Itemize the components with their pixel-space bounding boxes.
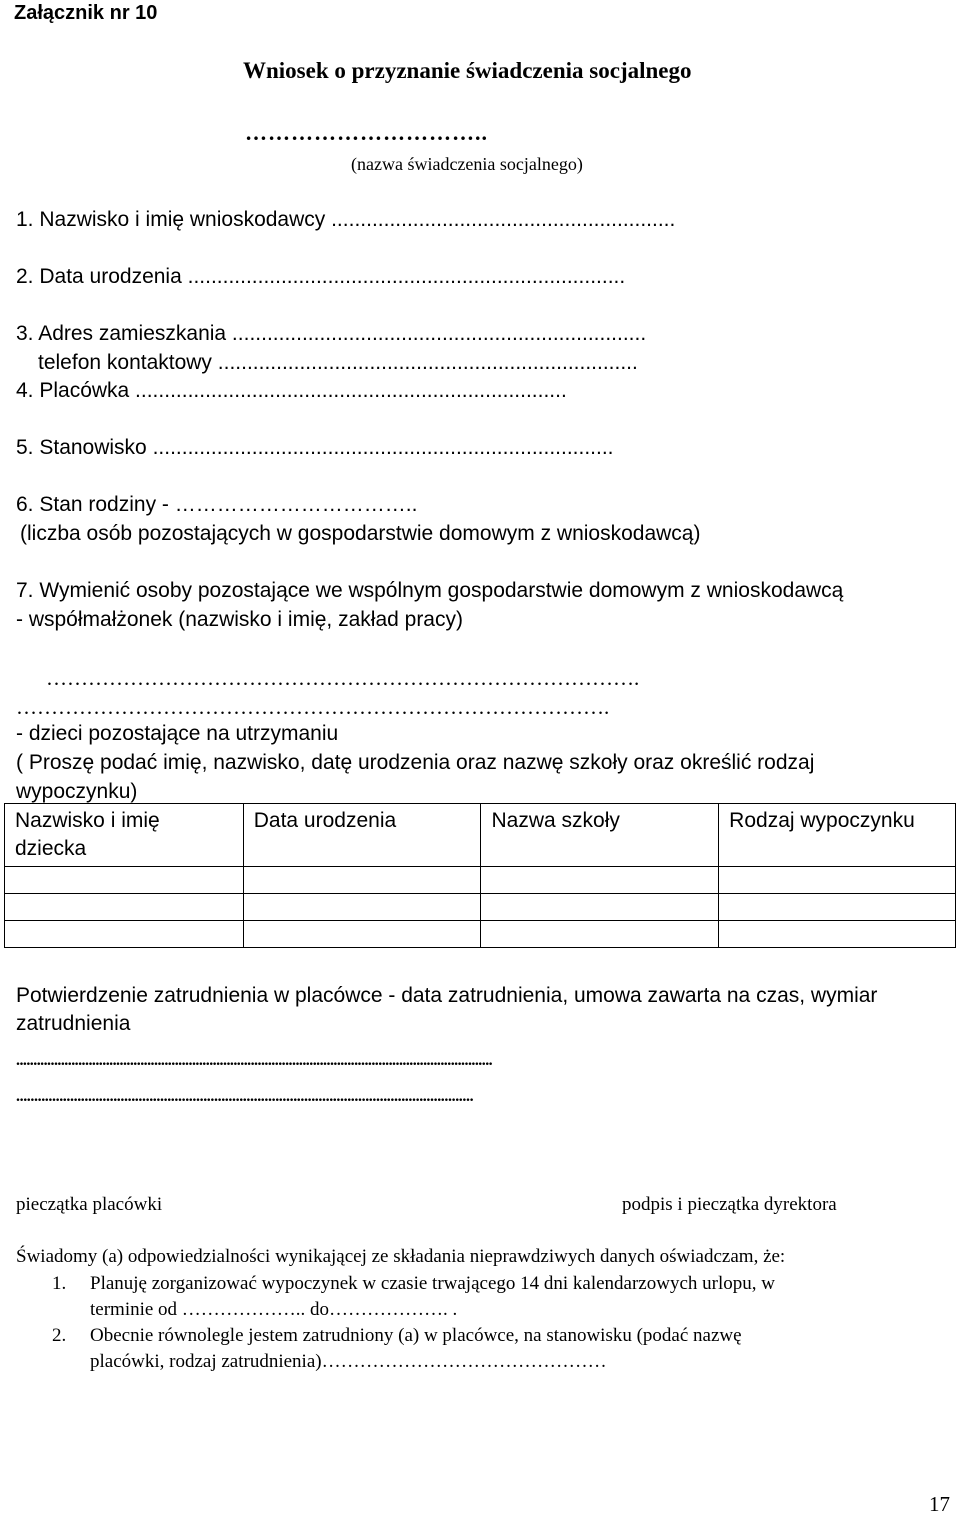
header-rest-type: Rodzaj wypoczynku [719,804,956,867]
director-signature-label: podpis i pieczątka dyrektora [622,1194,837,1215]
employment-confirmation: Potwierdzenie zatrudnienia w placówce - data zatrudnienia, umowa zawarta na czas, wymiar [16,984,878,1007]
children-instruction-2: wypoczynku) [16,780,138,803]
table-cell[interactable] [719,867,956,894]
field-birth-date: 2. Data urodzenia ........................................................................... [16,265,626,288]
employment-blank-2: ............................................................................................................................... [16,1088,474,1105]
children-table-header [5,804,956,867]
field-position: 5. Stanowisko ............................................................................... [16,436,614,459]
section7-heading: 7. Wymienić osoby pozostające we wspólnym gospodarstwie domowym z wnioskodawcą [16,579,844,602]
header-child-name: Nazwisko i imię dziecka [5,804,244,867]
table-cell[interactable] [243,921,481,948]
table-row [5,867,956,894]
benefit-name-blank: ………………………….. [245,120,488,145]
page-number: 17 [929,1492,950,1516]
form-title: Wniosek o przyznanie świadczenia socjalnego [243,58,692,83]
benefit-name-hint: (nazwa świadczenia socjalnego) [351,154,583,174]
table-cell[interactable] [481,921,719,948]
field-family-status: 6. Stan rodziny - …………………………….. [16,493,418,516]
facility-stamp-label: pieczątka placówki [16,1194,163,1215]
declaration-item-number: 2. [52,1325,67,1346]
employment-confirmation-cont: zatrudnienia [16,1012,131,1035]
field-facility: 4. Placówka .......................................................................... [16,379,567,402]
employment-blank-1: .......................................................................................................................................... [16,1052,493,1069]
table-cell[interactable] [719,921,956,948]
children-instruction-1: ( Proszę podać imię, nazwisko, datę urodzenia oraz nazwę szkoły oraz określić rodzaj [16,751,815,774]
table-row [5,921,956,948]
field-family-hint: (liczba osób pozostających w gospodarstwie domowym z wnioskodawcą) [20,522,701,545]
table-cell[interactable] [481,867,719,894]
spouse-line: - współmałżonek (nazwisko i imię, zakład pracy) [16,608,463,631]
declaration-item-text: Planuję zorganizować wypoczynek w czasie trwającego 14 dni kalendarzowych urlopu, w [90,1273,775,1294]
table-cell[interactable] [243,867,481,894]
table-cell[interactable] [5,921,244,948]
table-cell[interactable] [5,894,244,921]
children-line: - dzieci pozostające na utrzymaniu [16,722,339,745]
table-cell[interactable] [481,894,719,921]
spouse-blank-2: …………………………………………………………………………. [16,695,610,719]
table-cell[interactable] [243,894,481,921]
table-cell[interactable] [719,894,956,921]
declaration-item-text: terminie od ……………….. do………………. . [90,1299,458,1320]
table-cell[interactable] [5,867,244,894]
declaration-item-number: 1. [52,1273,67,1294]
field-phone: telefon kontaktowy ........................................................................ [38,351,638,374]
field-applicant-name: 1. Nazwisko i imię wnioskodawcy ........................................................... [16,208,676,231]
declaration-item-text: placówki, rodzaj zatrudnienia)……………………………………… [90,1351,607,1372]
header-birth-date: Data urodzenia [243,804,481,867]
spouse-blank-1: …………………………………………………………………………. [46,666,640,690]
declaration-item-text: Obecnie równolegle jestem zatrudniony (a) w placówce, na stanowisku (podać nazwę [90,1325,742,1346]
field-address: 3. Adres zamieszkania ....................................................................... [16,322,647,345]
header-school-name: Nazwa szkoły [481,804,719,867]
annex-label: Załącznik nr 10 [14,2,158,24]
table-row [5,894,956,921]
declaration-intro: Świadomy (a) odpowiedzialności wynikającej ze składania nieprawdziwych danych oświadczam, że: [16,1246,786,1267]
children-table [4,803,956,948]
